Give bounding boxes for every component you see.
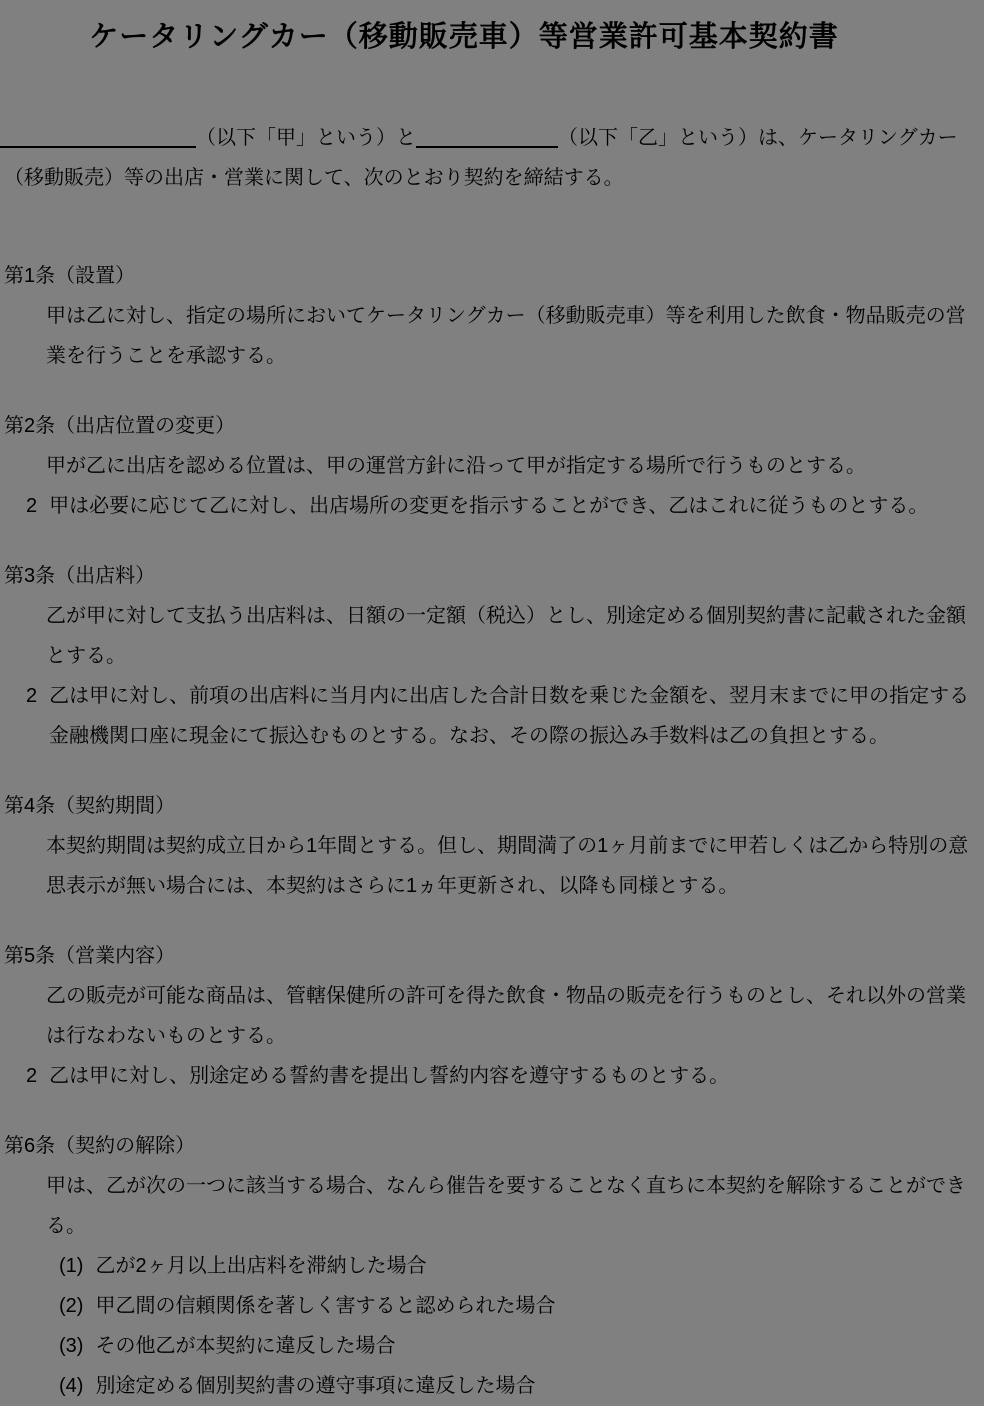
- article-1-heading: 第1条（設置）: [4, 265, 136, 287]
- article-6-item-4: [4, 1366, 984, 1406]
- article-4-clause-1: 本契約期間は契約成立日から1年間とする。但し、期間満了の1ヶ月前までに甲若しくは乙から特別の意思表示が無い場合には、本契約はさらに1ヵ年更新され、以降も同様とする。: [46, 835, 969, 897]
- clause-text: 乙は甲に対し、別途定める誓約書を提出し誓約内容を遵守するものとする。: [49, 1065, 730, 1087]
- preamble-party-a-text: （以下「甲」という）と: [196, 127, 416, 149]
- article-2-heading: 第2条（出店位置の変更）: [4, 415, 236, 437]
- article-2-clause-1: 甲が乙に出店を認める位置は、甲の運営方針に沿って甲が指定する場所で行うものとする。: [46, 455, 866, 477]
- article-3-clause-1: 乙が甲に対して支払う出店料は、日額の一定額（税込）とし、別途定める個別契約書に記載された金額とする。: [46, 605, 966, 667]
- article-6: [4, 1126, 984, 1406]
- item-text: 甲乙間の信頼関係を著しく害すると認められた場合: [95, 1295, 556, 1317]
- clause-number: 2: [26, 685, 38, 707]
- article-3: [4, 556, 984, 756]
- article-4-heading: 第4条（契約期間）: [4, 795, 176, 817]
- article-1-clause-1: 甲は乙に対し、指定の場所においてケータリングカー（移動販売車）等を利用した飲食・物品販売の営業を行うことを承認する。: [46, 305, 966, 367]
- article-3-clause-2: [4, 676, 984, 756]
- article-6-item-2: [4, 1286, 984, 1326]
- item-number: (4): [59, 1375, 84, 1397]
- preamble: [4, 118, 984, 198]
- item-text: 乙が2ヶ月以上出店料を滞納した場合: [95, 1255, 427, 1277]
- article-5: [4, 936, 984, 1096]
- article-5-heading: 第5条（営業内容）: [4, 945, 176, 967]
- clause-text: 乙は甲に対し、前項の出店料に当月内に出店した合計日数を乗じた金額を、翌月末までに甲の指定する金融機関口座に現金にて振込むものとする。なお、その際の振込み手数料は乙の負担とする。: [49, 685, 970, 747]
- item-number: (3): [59, 1335, 84, 1357]
- item-number: (1): [59, 1255, 84, 1277]
- preamble-party-b-text: （以下「乙」という）は、ケータリングカー（移動販売）等の出店・営業に関して、次のとおり契約を締結する。: [4, 127, 958, 189]
- party-b-name-blank-line: [416, 124, 558, 148]
- article-4: [4, 786, 984, 906]
- article-6-heading: 第6条（契約の解除）: [4, 1135, 196, 1157]
- article-3-heading: 第3条（出店料）: [4, 565, 156, 587]
- article-6-item-1: [4, 1246, 984, 1286]
- document-title: ケータリングカー（移動販売車）等営業許可基本契約書: [89, 21, 839, 53]
- article-1: [4, 256, 984, 376]
- article-2: [4, 406, 984, 526]
- clause-number: 2: [26, 1065, 38, 1087]
- clause-text: 甲は必要に応じて乙に対し、出店場所の変更を指示することができ、乙はこれに従うものとする。: [49, 495, 929, 517]
- article-6-clause-1: 甲は、乙が次の一つに該当する場合、なんら催告を要することなく直ちに本契約を解除することができる。: [46, 1175, 966, 1237]
- item-text: その他乙が本契約に違反した場合: [95, 1335, 396, 1357]
- article-2-clause-2: [4, 486, 984, 526]
- party-a-name-blank-line: [0, 124, 196, 148]
- item-text: 別途定める個別契約書の遵守事項に違反した場合: [95, 1375, 536, 1397]
- item-number: (2): [59, 1295, 84, 1317]
- article-5-clause-1: 乙の販売が可能な商品は、管轄保健所の許可を得た飲食・物品の販売を行うものとし、それ以外の営業は行なわないものとする。: [46, 985, 966, 1047]
- article-5-clause-2: [4, 1056, 984, 1096]
- clause-number: 2: [26, 495, 38, 517]
- article-6-item-3: [4, 1326, 984, 1366]
